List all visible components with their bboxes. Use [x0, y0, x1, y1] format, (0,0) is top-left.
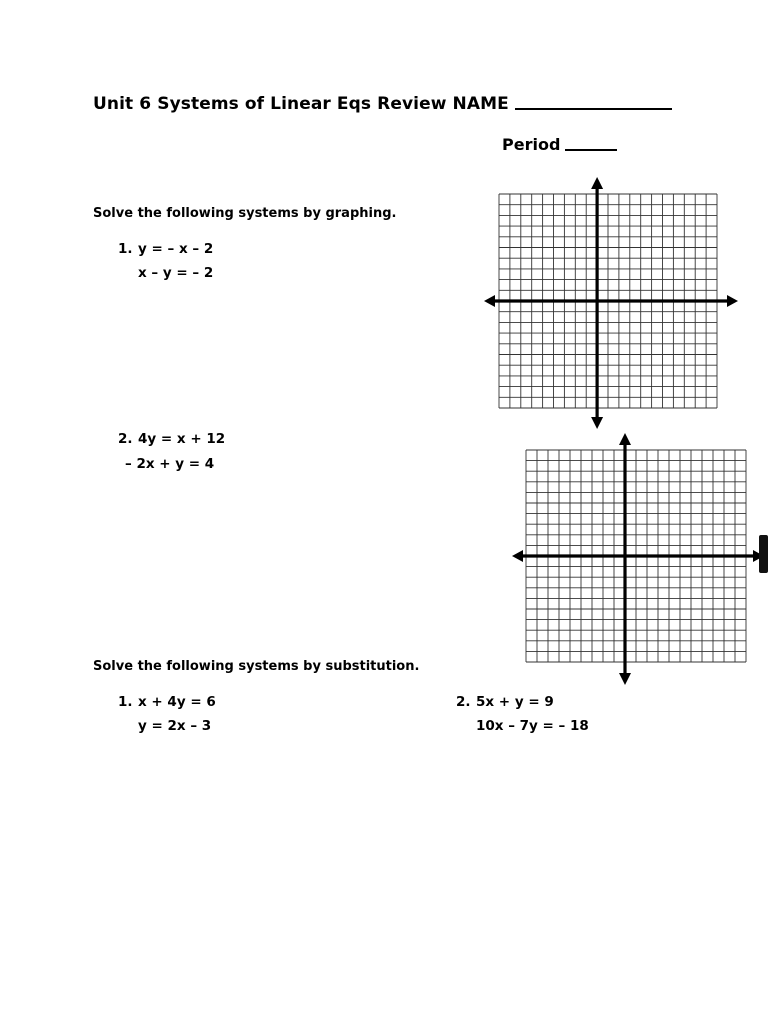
graphing-problem-1-eq1: y = – x – 2	[138, 241, 214, 257]
substitution-instruction: Solve the following systems by substitution.	[93, 659, 420, 674]
y-axis-down-arrow	[591, 417, 603, 429]
coordinate-plane-1[interactable]	[480, 174, 742, 432]
x-axis-left-arrow	[512, 550, 523, 562]
graphing-problem-1-number: 1.	[118, 241, 133, 257]
y-axis-down-arrow	[619, 673, 631, 685]
graphing-problem-1-eq2: x – y = – 2	[138, 265, 214, 281]
graphing-problem-2-eq1: 4y = x + 12	[138, 431, 226, 447]
substitution-problem-1-eq1: x + 4y = 6	[138, 694, 216, 710]
page-title	[93, 94, 672, 114]
graphing-problem-2-eq2: – 2x + y = 4	[125, 456, 215, 472]
substitution-problem-2-number: 2.	[456, 694, 471, 710]
y-axis-up-arrow	[591, 177, 603, 189]
scan-edge-mark	[759, 535, 768, 573]
name-blank[interactable]	[515, 94, 672, 110]
y-axis-up-arrow	[619, 433, 631, 445]
substitution-problem-2-eq2: 10x – 7y = – 18	[476, 718, 589, 734]
graphing-problem-2-number: 2.	[118, 431, 133, 447]
x-axis-right-arrow	[727, 295, 738, 307]
graphing-instruction: Solve the following systems by graphing.	[93, 206, 397, 221]
period-label: Period	[502, 135, 561, 154]
substitution-problem-2-eq1: 5x + y = 9	[476, 694, 554, 710]
substitution-problem-1-number: 1.	[118, 694, 133, 710]
period-field	[502, 135, 617, 154]
x-axis-left-arrow	[484, 295, 495, 307]
coordinate-plane-2[interactable]	[508, 430, 768, 688]
period-blank[interactable]	[565, 136, 617, 151]
substitution-problem-1-eq2: y = 2x – 3	[138, 718, 212, 734]
title-text: Unit 6 Systems of Linear Eqs Review NAME	[93, 94, 509, 114]
